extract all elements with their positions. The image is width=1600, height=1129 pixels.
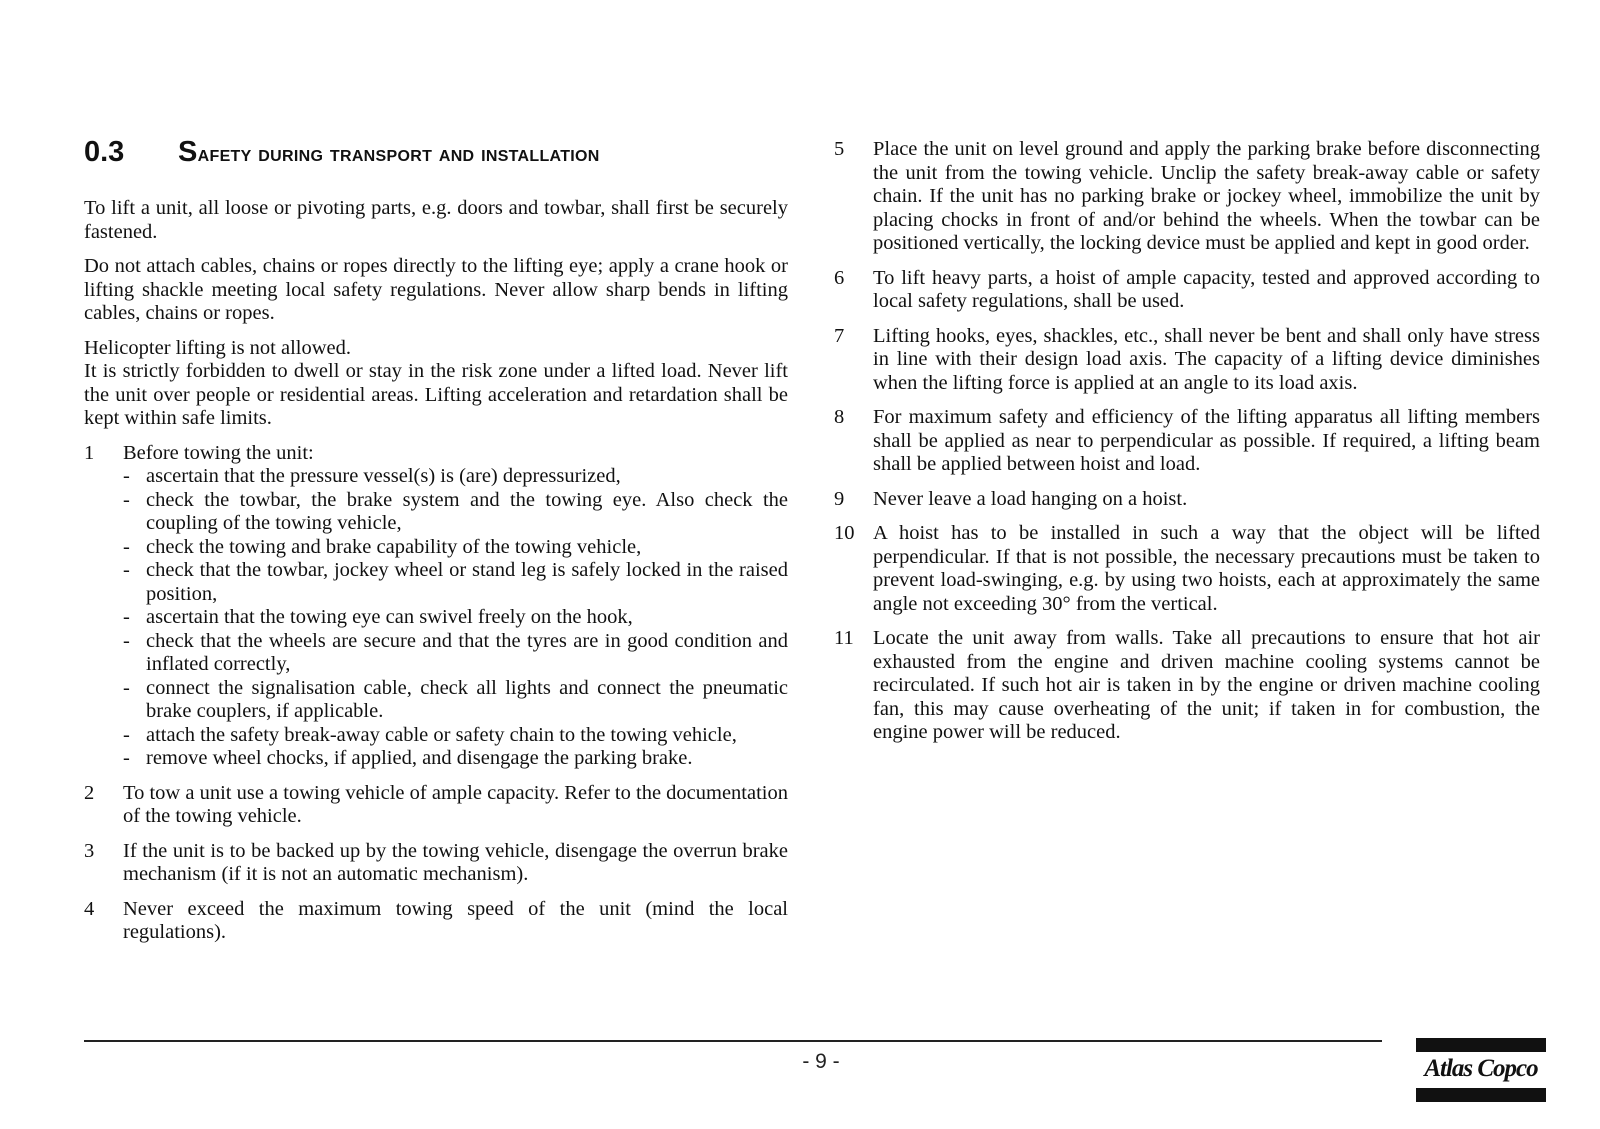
item-text: Never exceed the maximum towing speed of the unit (mind the local regulations).: [123, 897, 788, 943]
list-item: [834, 406, 1540, 477]
atlas-copco-logo: [1416, 1038, 1546, 1102]
item-text: A hoist has to be installed in such a way that the object will be lifted perpendicular. If that is not possible, the necessary precautions must be taken to prevent load-swinging, e.g. by using two hoists, each at approximately the same angle not exceeding 30° from the vertical.: [873, 522, 1540, 615]
section-title-rest: afety during transport and installation: [197, 140, 600, 166]
dash-item: - remove wheel chocks, if applied, and disengage the parking brake.: [123, 747, 693, 769]
item-text: Locate the unit away from walls. Take all precautions to ensure that hot air exhausted from the engine and driven machine cooling systems cannot be recirculated. If such hot air is taken in by the engine or driven machine cooling fan, this may cause overheating of the unit; if taken in for combustion, the engine power will be reduced.: [873, 627, 1540, 743]
list-item: [834, 522, 1540, 616]
dash-item: - connect the signalisation cable, check all lights and connect the pneumatic brake couplers, if applicable.: [123, 676, 788, 722]
logo-bar-top: [1416, 1038, 1546, 1052]
intro-paragraph: Helicopter lifting is not allowed.: [84, 336, 352, 359]
dash-item: - check the towbar, the brake system and the towing eye. Also check the coupling of the towing vehicle,: [123, 488, 788, 534]
list-item: [834, 488, 1540, 512]
item-number: 6: [834, 266, 845, 289]
list-item: [834, 325, 1540, 396]
dash-item: - check the towing and brake capability of the towing vehicle,: [123, 535, 642, 558]
list-item: [84, 442, 788, 771]
footer-divider: [84, 1040, 1382, 1042]
item-number: 9: [834, 487, 845, 510]
section-title-initial: S: [178, 136, 198, 168]
item-text: To tow a unit use a towing vehicle of ample capacity. Refer to the documentation of the towing vehicle.: [123, 781, 788, 827]
item-number: 8: [834, 406, 845, 428]
dash-item: - attach the safety break-away cable or safety chain to the towing vehicle,: [123, 723, 737, 746]
dash-item: - ascertain that the pressure vessel(s) is (are) depressurized,: [123, 465, 621, 487]
section-title: [178, 136, 600, 169]
item-text: For maximum safety and efficiency of the lifting apparatus all lifting members shall be applied as near to perpendicular as possible. If required, a lifting beam shall be applied between hoist and load.: [873, 406, 1540, 475]
list-item: [84, 782, 788, 829]
list-item: [834, 267, 1540, 314]
item-number: 1: [84, 441, 95, 464]
dash-item: - check that the towbar, jockey wheel or stand leg is safely locked in the raised position,: [123, 559, 788, 605]
dash-item: - check that the wheels are secure and that the tyres are in good condition and inflated correctly,: [123, 629, 788, 675]
logo-bar-bottom: [1416, 1088, 1546, 1102]
list-item: [834, 138, 1540, 256]
dash-item: - ascertain that the towing eye can swivel freely on the hook,: [123, 606, 633, 628]
item-text: To lift heavy parts, a hoist of ample capacity, tested and approved according to local safety regulations, shall be used.: [873, 266, 1540, 312]
item-number: 10: [834, 522, 855, 544]
page-number: - 9 -: [802, 1050, 840, 1073]
intro-paragraph: To lift a unit, all loose or pivoting parts, e.g. doors and towbar, shall first be securely fastened.: [84, 197, 788, 243]
item-text: If the unit is to be backed up by the towing vehicle, disengage the overrun brake mechanism (if it is not an automatic mechanism).: [123, 839, 788, 885]
item-text: Place the unit on level ground and apply the parking brake before disconnecting the unit from the towing vehicle. Unclip the safety break-away cable or safety chain. If the unit has no parking brake or jockey wheel, immobilize the unit by placing chocks in front of and/or behind the wheels. When the towbar can be positioned vertically, the locking device must be applied and kept in good order.: [873, 138, 1540, 254]
section-heading: [84, 136, 788, 169]
dash-list: [123, 465, 788, 771]
list-item: [84, 840, 788, 887]
item-lead: Before towing the unit:: [123, 441, 314, 464]
item-text: Lifting hooks, eyes, shackles, etc., shall never be bent and shall only have stress in line with their design load axis. The capacity of a lifting device diminishes when the lifting force is applied at an angle to its load axis.: [873, 324, 1540, 394]
intro-paragraph: It is strictly forbidden to dwell or stay in the risk zone under a lifted load. Never lift the unit over people or residential areas. Lifting acceleration and retardation shall be kept within safe limits.: [84, 360, 788, 429]
item-number: 2: [84, 781, 95, 804]
list-item: [834, 627, 1540, 745]
section-number: 0.3: [84, 136, 125, 168]
item-number: 3: [84, 839, 95, 862]
list-item: [84, 898, 788, 945]
item-number: 4: [84, 897, 95, 920]
right-column: [834, 138, 1540, 756]
left-column: [84, 136, 788, 956]
item-text: Never leave a load hanging on a hoist.: [873, 487, 1188, 510]
item-number: 11: [834, 627, 854, 649]
logo-wordmark: Atlas Copco: [1424, 1055, 1538, 1082]
intro-paragraph: Do not attach cables, chains or ropes directly to the lifting eye; apply a crane hook or lifting shackle meeting local safety regulations. Never allow sharp bends in lifting cables, chains or ropes.: [84, 255, 788, 324]
item-number: 5: [834, 138, 845, 160]
item-number: 7: [834, 324, 845, 347]
